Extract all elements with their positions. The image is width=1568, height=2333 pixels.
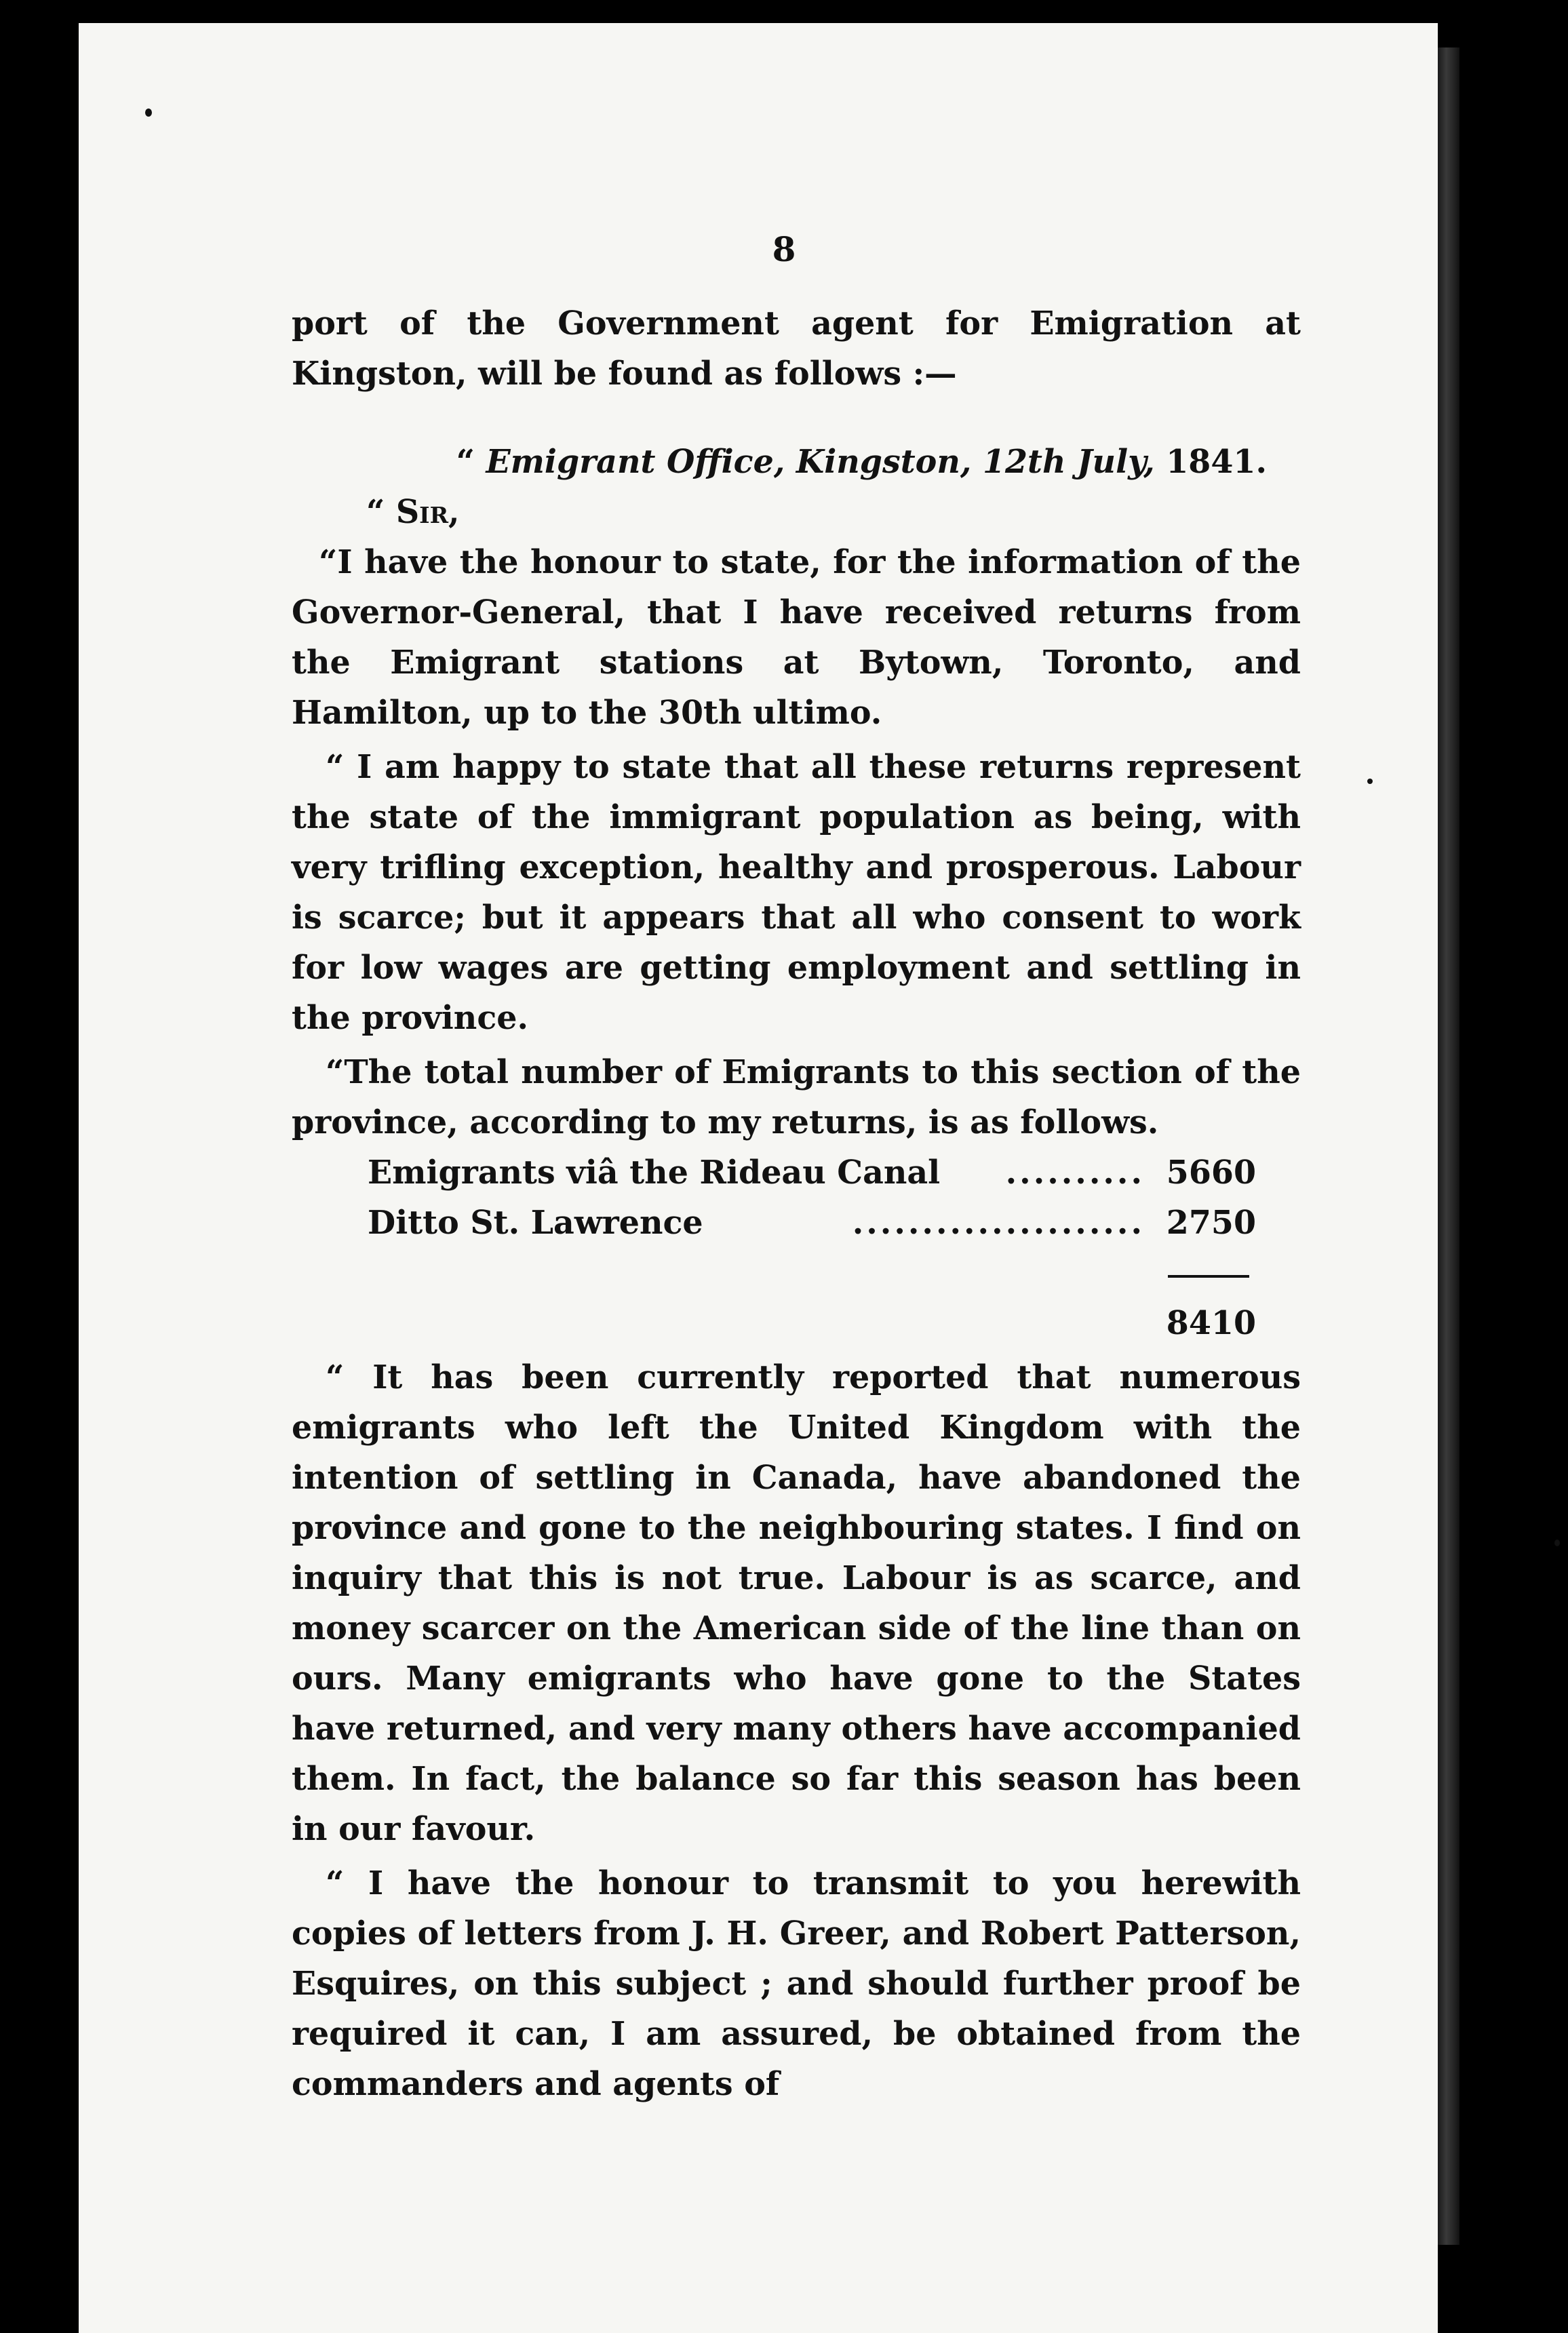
paragraph-intro: port of the Government agent for Emigration at Kingston, will be found as follows :— <box>292 305 1301 393</box>
row-value: 2750 <box>1166 1204 1256 1242</box>
page-edge-shadow <box>1438 47 1459 2245</box>
sum-rule <box>1168 1275 1249 1278</box>
sum-rule-row <box>368 1248 1256 1298</box>
paragraph-transmit: “ I have the honour to transmit to you herewith copies of letters from J. H. Greer, and Robert Patterson, Esquires, on this subject ; and should further proof be required it can, I am assured, be obtained from the commanders and agents of <box>292 1864 1301 2103</box>
paragraph-returns: “I have the honour to state, for the information of the Governor-General, that I have received returns from the Emigrant stations at Bytown, Toronto, and Hamilton, up to the 30th ultimo. <box>292 543 1301 732</box>
table-row <box>368 1198 1256 1248</box>
page-number: 8 <box>772 229 796 269</box>
row-label: Emigrants viâ the Rideau Canal <box>368 1154 941 1192</box>
table-total: 8410 <box>1166 1304 1256 1342</box>
row-leader-dots: .......... <box>1005 1154 1145 1192</box>
row-value: 5660 <box>1166 1154 1256 1192</box>
scan-speck <box>1554 1540 1560 1546</box>
letter-dateline: “ Emigrant Office, Kingston, 12th July, 1841. <box>456 443 1267 481</box>
paragraph-population: “ I am happy to state that all these returns represent the state of the immigrant population as being, with very trifling exception, healthy and prosperous. Labour is scarce; but it appears that all who consent to work for low wages are getting employment and settling in the province. <box>292 748 1301 1037</box>
paragraph-total-intro: “The total number of Emigrants to this section of the province, according to my returns, is as follows. <box>292 1053 1301 1141</box>
dateline-year: 1841. <box>1154 443 1267 481</box>
row-label: Ditto St. Lawrence <box>368 1204 703 1242</box>
dateline-place-date: Emigrant Office, Kingston, 12th July, <box>486 443 1155 481</box>
letter-salutation: “ Sir, <box>366 493 460 531</box>
scan-speck <box>1367 779 1373 784</box>
row-leader-dots: ..................... <box>852 1204 1145 1242</box>
body-text <box>292 298 1301 2109</box>
emigrant-table <box>292 1148 1301 1348</box>
table-row <box>368 1148 1256 1198</box>
paragraph-report: “ It has been currently reported that numerous emigrants who left the United Kingdom with the intention of settling in Canada, have abandoned the province and gone to the neighbouring states. I find on inquiry that this is not true. Labour is as scarce, and money scarcer on the American side of the line than on ours. Many emigrants who have gone to the States have returned, and very many others have accompanied them. In fact, the balance so far this season has been in our favour. <box>292 1358 1301 1848</box>
scan-speck <box>145 109 152 117</box>
